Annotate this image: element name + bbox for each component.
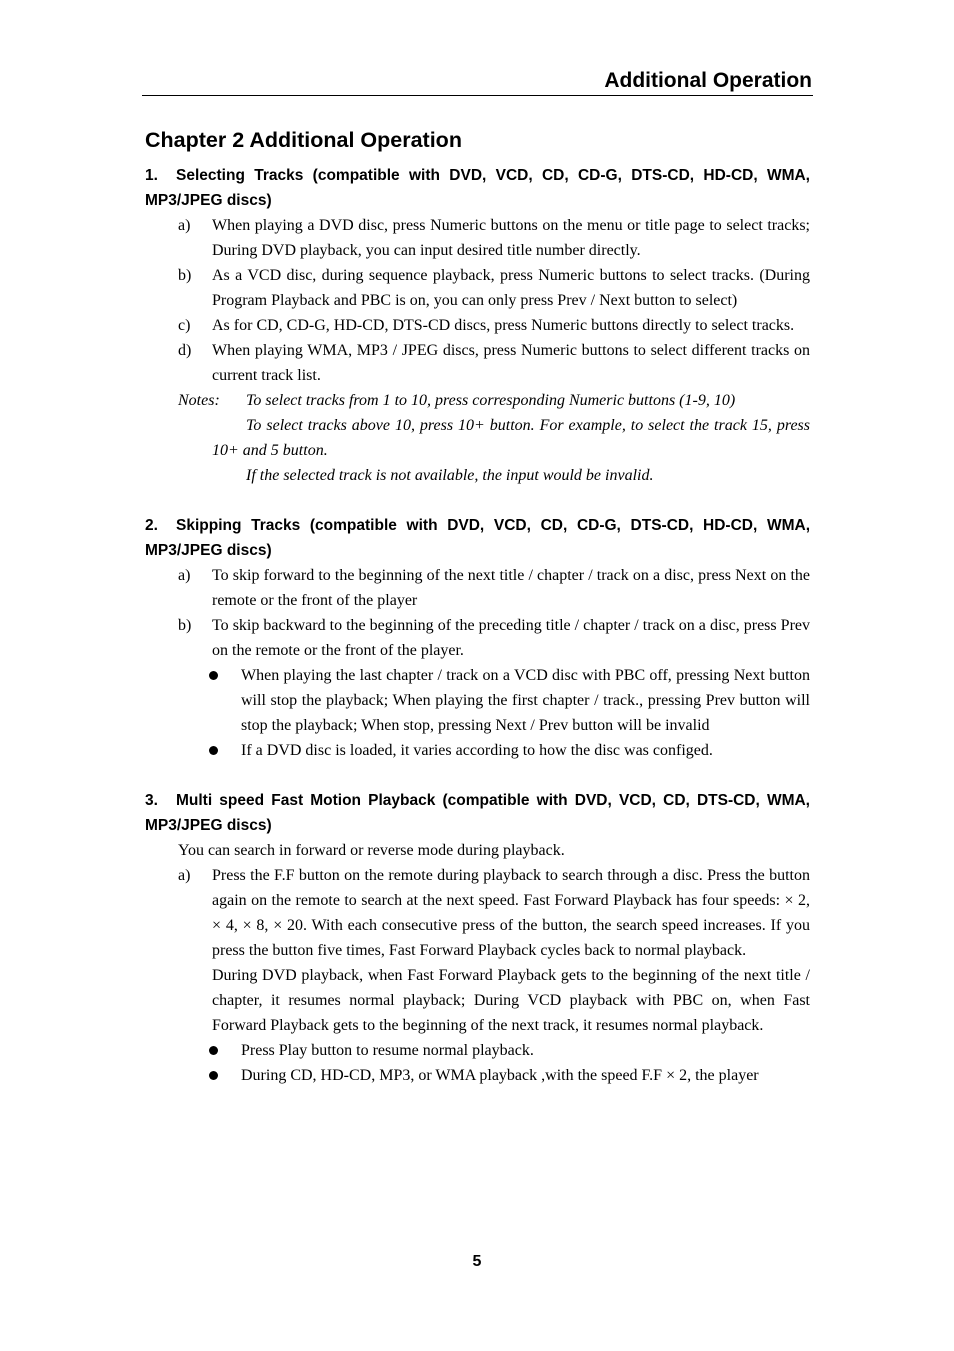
list-item (145, 863, 810, 963)
item-text: To skip forward to the beginning of the next title / chapter / track on a disc, press Next on the remote or the front of the player (212, 567, 810, 609)
item-marker: d) (178, 342, 192, 359)
bullet-item (145, 663, 810, 738)
section-number: 3. (145, 792, 158, 809)
section-number: 1. (145, 167, 158, 184)
bullet-dot-icon (209, 1071, 218, 1080)
item-text: When playing a DVD disc, press Numeric buttons on the menu or title page to select tracks; During DVD playback, you can input desired title number directly. (212, 217, 810, 259)
list-item (145, 563, 810, 613)
notes-label: Notes: (178, 392, 220, 409)
item-marker: b) (178, 617, 192, 634)
note-line: If the selected track is not available, the input would be invalid. (246, 467, 654, 484)
item-text: Press the F.F button on the remote during playback to search through a disc. Press the button again on the remote to search at the next speed. Fast Forward Playback has four speeds: × 2, × 4, × 8, × 20. With each consecutive press of the button, the search speed increases. If you press the button five times, Fast Forward Playback cycles back to normal playback. (212, 867, 810, 959)
list-item (145, 613, 810, 663)
item-marker: a) (178, 217, 191, 234)
item-marker: c) (178, 317, 191, 334)
bullet-item (145, 1063, 810, 1088)
bullet-dot-icon (209, 1046, 218, 1055)
section-heading (145, 513, 810, 563)
page-number: 5 (472, 1253, 482, 1270)
chapter-title: Chapter 2 Additional Operation (145, 128, 462, 152)
bullet-dot-icon (209, 746, 218, 755)
list-item (145, 338, 810, 388)
page-content (145, 125, 810, 1088)
section-3 (145, 788, 810, 1088)
section-heading-text: Multi speed Fast Motion Playback (compatible with DVD, VCD, CD, DTS-CD, WMA, MP3/JPEG discs) (145, 792, 810, 834)
list-item (145, 313, 810, 338)
bullet-text: Press Play button to resume normal playback. (241, 1042, 534, 1059)
list-item (145, 213, 810, 263)
section-2 (145, 513, 810, 763)
notes-block (145, 388, 810, 488)
bullet-text: When playing the last chapter / track on a VCD disc with PBC off, pressing Next button will stop the playback; When playing the first chapter / track., pressing Prev button will stop the playback; When stop, pressing Next / Prev button will be invalid (241, 667, 810, 734)
section-heading-text: Skipping Tracks (compatible with DVD, VCD, CD, CD-G, DTS-CD, HD-CD, WMA, MP3/JPEG discs) (145, 517, 810, 559)
section-heading (145, 163, 810, 213)
bullet-item (145, 1038, 810, 1063)
section-heading (145, 788, 810, 838)
item-marker: a) (178, 567, 191, 584)
bullet-dot-icon (209, 671, 218, 680)
bullet-text: During CD, HD-CD, MP3, or WMA playback ,with the speed F.F × 2, the player (241, 1067, 759, 1084)
bullet-text: If a DVD disc is loaded, it varies according to how the disc was configed. (241, 742, 713, 759)
item-text: To skip backward to the beginning of the preceding title / chapter / track on a disc, press Prev on the remote or the front of the player. (212, 617, 810, 659)
section-heading-text: Selecting Tracks (compatible with DVD, VCD, CD, CD-G, DTS-CD, HD-CD, WMA, MP3/JPEG discs) (145, 167, 810, 209)
note-line: To select tracks above 10, press 10+ button. For example, to select the track 15, press 10+ and 5 button. (212, 417, 810, 459)
item-text: As a VCD disc, during sequence playback, press Numeric buttons to select tracks. (During Program Playback and PBC is on, you can only press Prev / Next button to select) (212, 267, 810, 309)
list-item (145, 263, 810, 313)
paragraph: During DVD playback, when Fast Forward Playback gets to the beginning of the next title / chapter, it resumes normal playback; During VCD playback with PBC on, when Fast Forward Playback gets to the beginning of the next track, it resumes normal playback. (212, 967, 810, 1034)
item-text: When playing WMA, MP3 / JPEG discs, press Numeric buttons to select different tracks on current track list. (212, 342, 810, 384)
item-marker: a) (178, 867, 191, 884)
note-line: To select tracks from 1 to 10, press corresponding Numeric buttons (1-9, 10) (246, 392, 736, 409)
section-1 (145, 163, 810, 488)
item-marker: b) (178, 267, 192, 284)
running-head: Additional Operation (604, 69, 812, 92)
section-number: 2. (145, 517, 158, 534)
header-rule (142, 95, 813, 96)
item-text: As for CD, CD-G, HD-CD, DTS-CD discs, press Numeric buttons directly to select tracks. (212, 317, 795, 334)
intro-text: You can search in forward or reverse mode during playback. (178, 842, 565, 859)
bullet-item (145, 738, 810, 763)
